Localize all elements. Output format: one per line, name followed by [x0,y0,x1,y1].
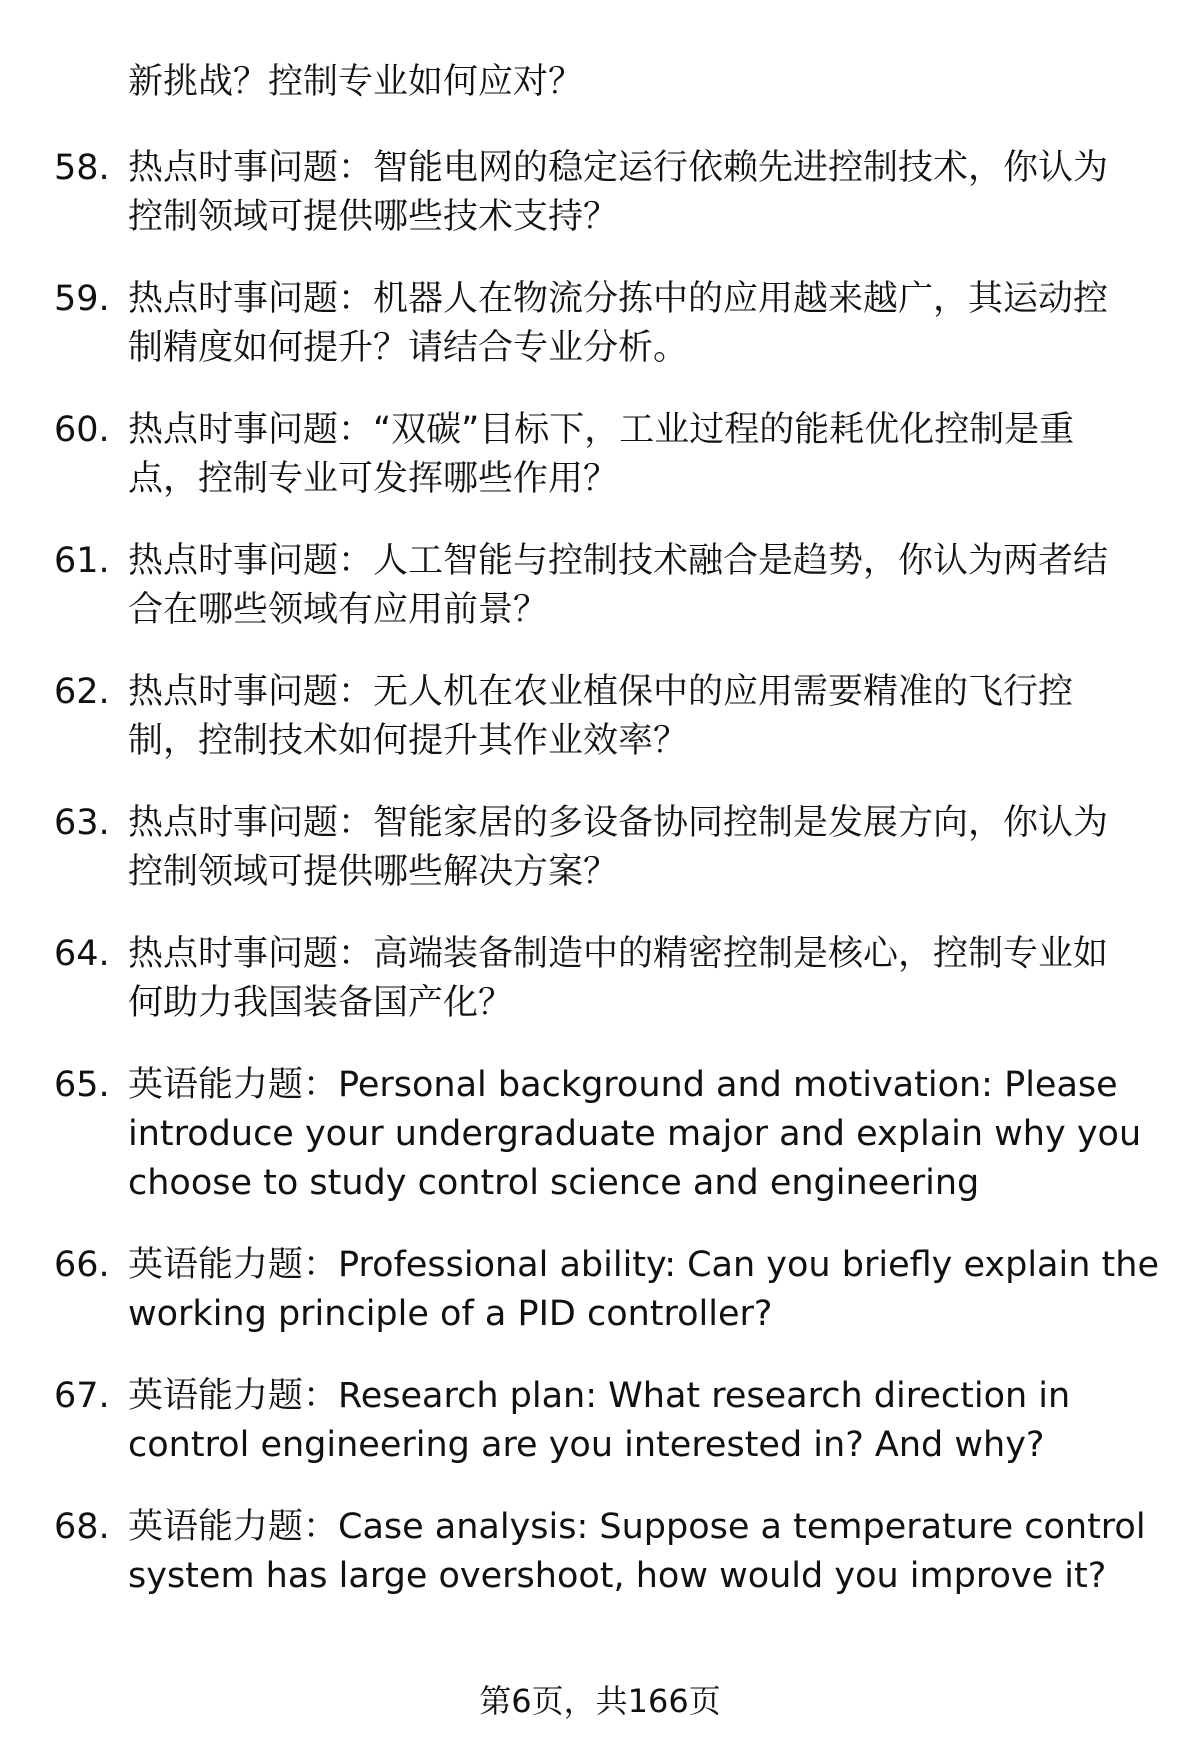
question-item [0,144,1200,242]
question-text-line: working principle of a PID controller? [128,1294,773,1334]
question-number: 68. [54,1507,110,1547]
question-text-line: 热点时事问题：智能家居的多设备协同控制是发展方向，你认为 [128,803,1109,843]
question-text-line: 制，控制技术如何提升其作业效率？ [128,721,689,761]
question-item [0,275,1200,373]
question-list [0,144,1200,1634]
question-text-line: 英语能力题：Case analysis: Suppose a temperature control [128,1507,1146,1547]
question-text [128,1372,1200,1470]
question-text [128,1061,1200,1208]
question-text-line: system has large overshoot, how would you improve it? [128,1556,1107,1596]
question-item [0,1372,1200,1470]
question-number: 66. [54,1245,110,1285]
question-text-line: 热点时事问题：智能电网的稳定运行依赖先进控制技术，你认为 [128,148,1109,188]
question-number: 59. [54,279,110,319]
question-number: 64. [54,934,110,974]
question-text [128,668,1200,766]
question-text-line: 热点时事问题：“双碳”目标下，工业过程的能耗优化控制是重 [128,410,1075,450]
question-text-line: 英语能力题：Professional ability: Can you briefly explain the [128,1245,1159,1285]
question-number: 61. [54,541,110,581]
page-footer: 第6页，共166页 [479,1682,721,1720]
continued-question-text: 新挑战？控制专业如何应对？ [128,62,584,102]
question-text [128,930,1200,1028]
question-item [0,668,1200,766]
question-text [128,537,1200,635]
question-number: 67. [54,1376,110,1416]
question-text-line: 热点时事问题：高端装备制造中的精密控制是核心，控制专业如 [128,934,1109,974]
question-text-line: 英语能力题：Research plan: What research direction in [128,1376,1071,1416]
question-item [0,930,1200,1028]
question-text [128,275,1200,373]
question-text [128,406,1200,504]
question-text [128,144,1200,242]
question-number: 63. [54,803,110,843]
question-text-line: 热点时事问题：人工智能与控制技术融合是趋势，你认为两者结 [128,541,1109,581]
question-item [0,799,1200,897]
question-text [128,799,1200,897]
question-number: 62. [54,672,110,712]
question-text [128,1241,1200,1339]
question-text-line: choose to study control science and engineering [128,1163,980,1203]
question-text-line: 控制领域可提供哪些技术支持？ [128,197,619,237]
question-text-line: 热点时事问题：机器人在物流分拣中的应用越来越广，其运动控 [128,279,1109,319]
question-number: 60. [54,410,110,450]
question-text-line: 点，控制专业可发挥哪些作用？ [128,459,619,499]
question-item [0,1061,1200,1208]
question-number: 65. [54,1065,110,1105]
question-text-line: 合在哪些领域有应用前景？ [128,590,549,630]
question-text-line: 热点时事问题：无人机在农业植保中的应用需要精准的飞行控 [128,672,1074,712]
question-text [128,1503,1200,1601]
question-item [0,1503,1200,1601]
question-number: 58. [54,148,110,188]
question-text-line: 控制领域可提供哪些解决方案？ [128,852,619,892]
question-item [0,406,1200,504]
question-item [0,1241,1200,1339]
question-text-line: 何助力我国装备国产化？ [128,983,514,1023]
question-text-line: 制精度如何提升？请结合专业分析。 [128,328,689,368]
question-item [0,537,1200,635]
question-text-line: 英语能力题：Personal background and motivation: Please [128,1065,1118,1105]
question-text-line: control engineering are you interested in? And why? [128,1425,1045,1465]
question-text-line: introduce your undergraduate major and explain why you [128,1114,1142,1154]
